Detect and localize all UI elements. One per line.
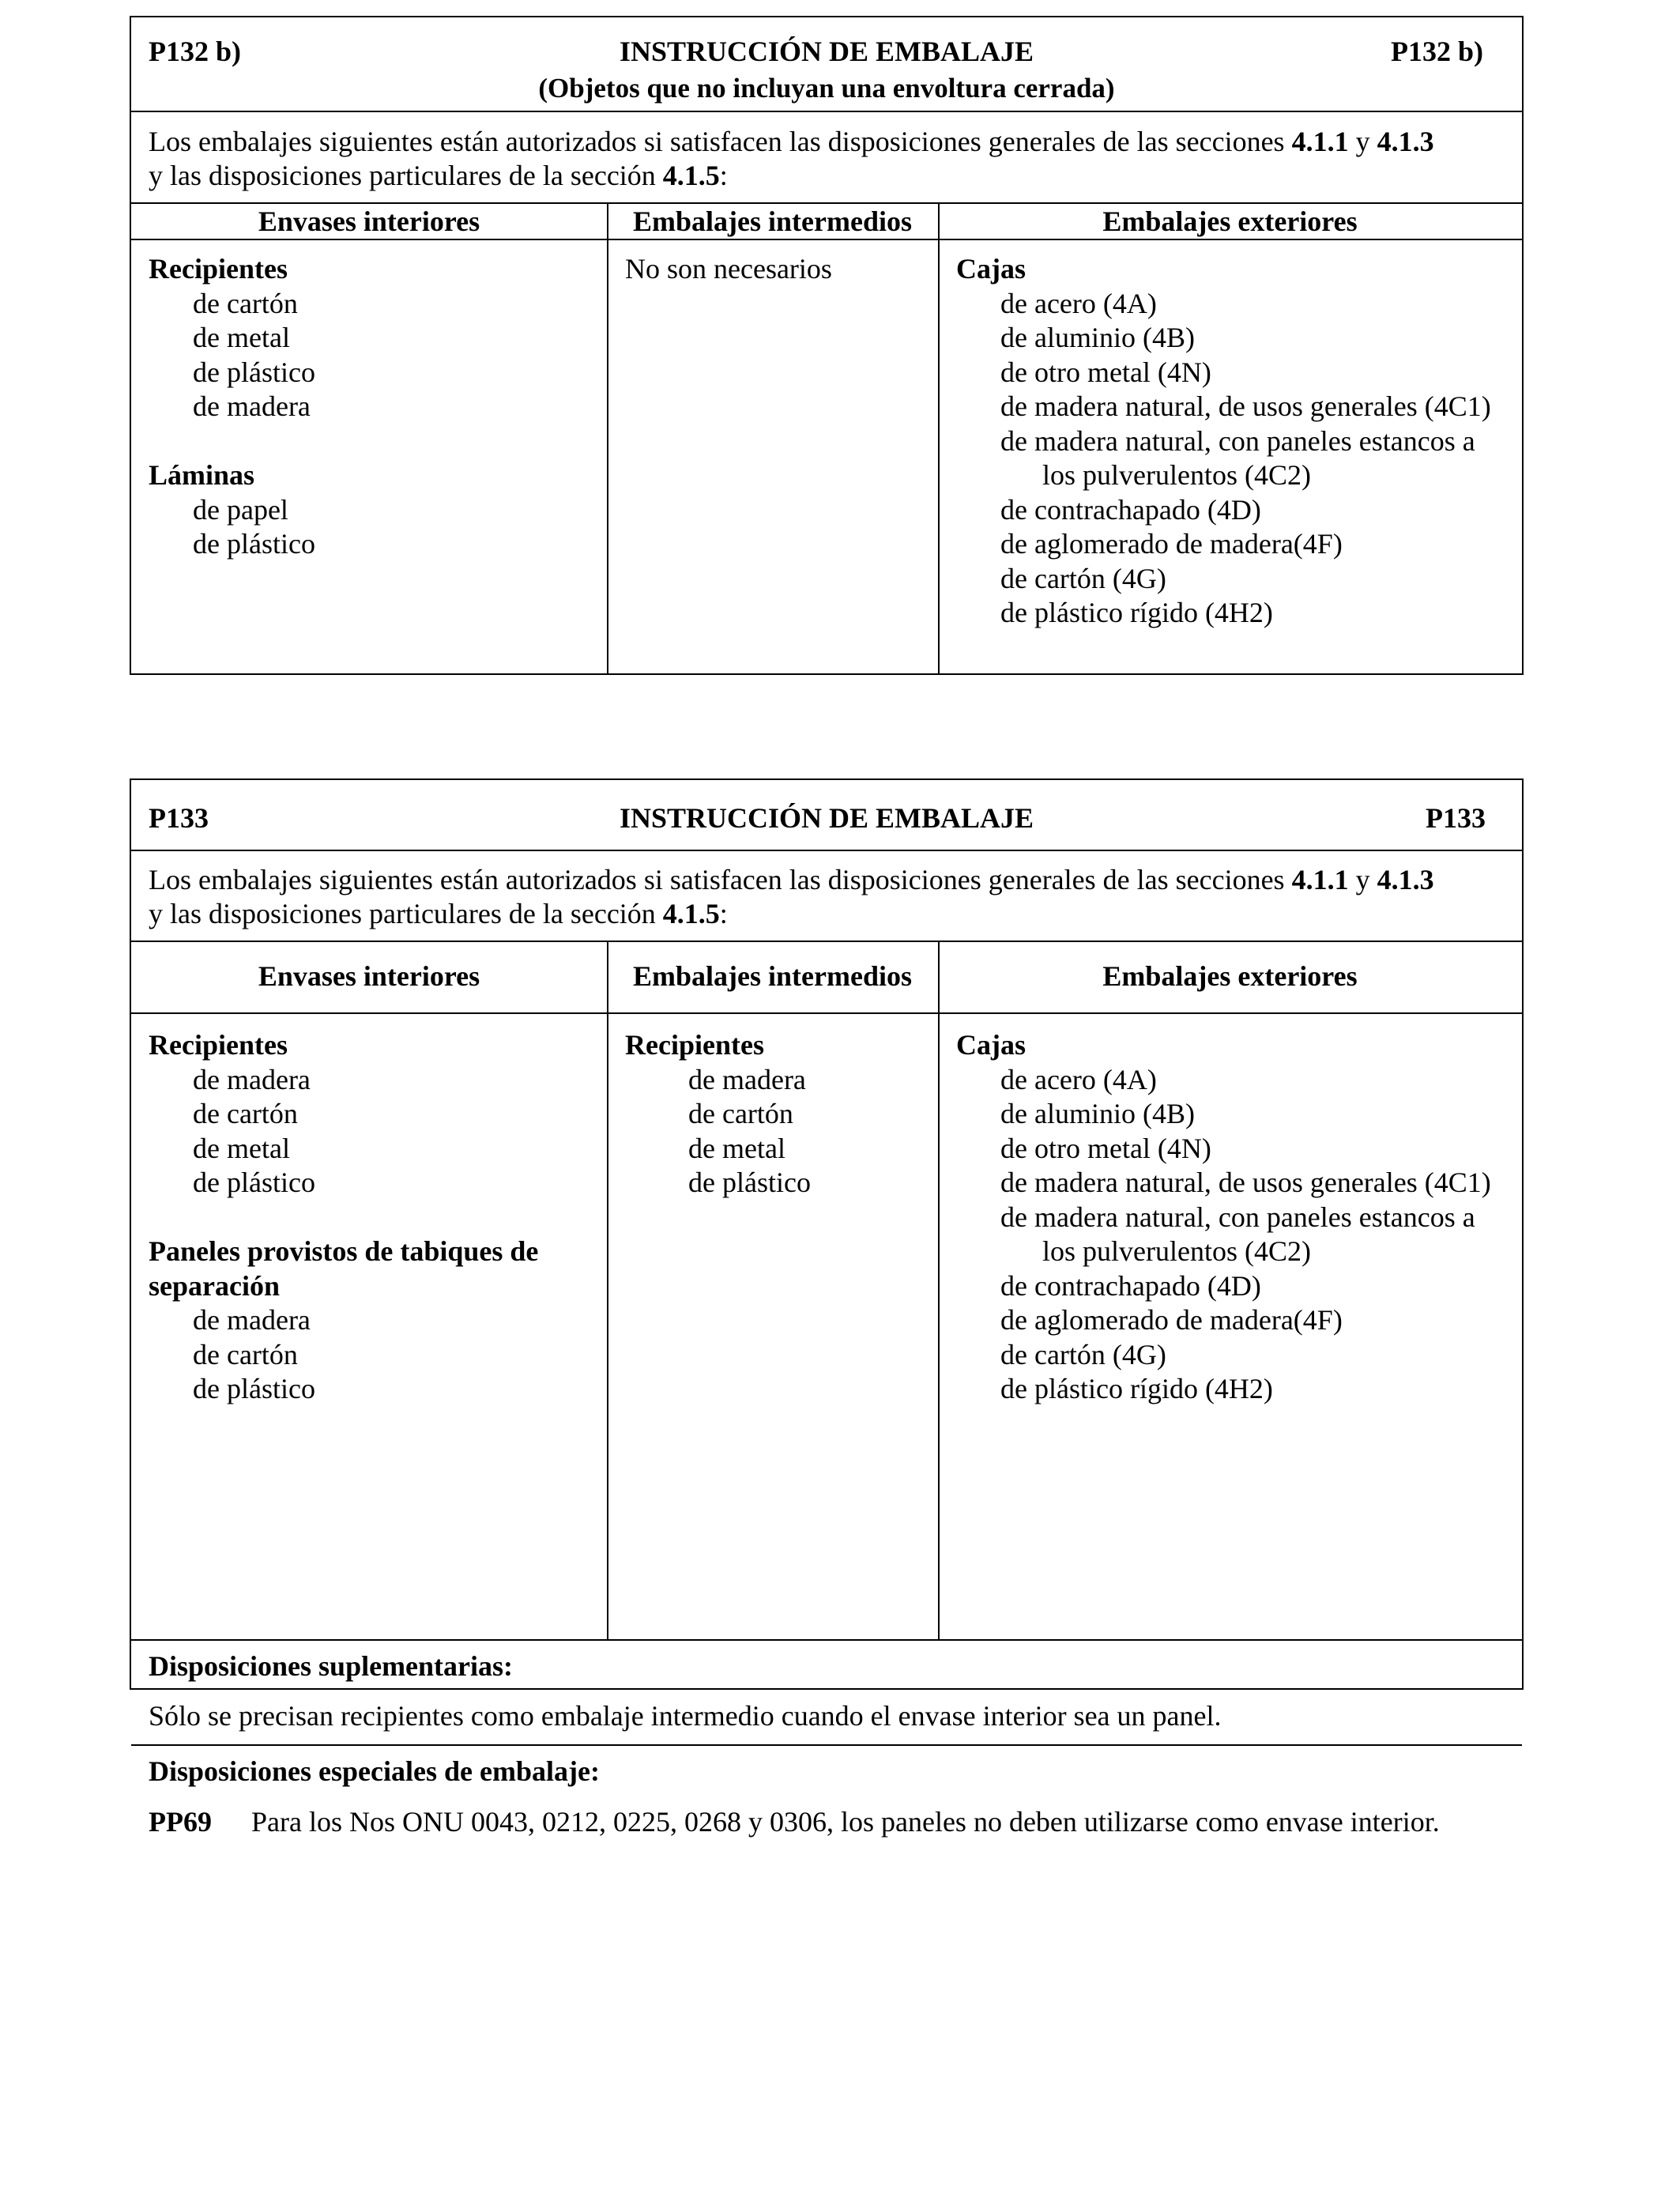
column-header-intermediate: Embalajes intermedios <box>633 960 912 992</box>
intro-text-line2 <box>149 159 728 193</box>
instruction-title: INSTRUCCIÓN DE EMBALAJE <box>619 802 1034 834</box>
list-item: de plástico <box>193 356 315 388</box>
column-header-outer: Embalajes exteriores <box>1102 960 1358 992</box>
intro-text-line1 <box>149 125 1434 159</box>
column-header-inner: Envases interiores <box>258 960 480 992</box>
column-header-outer: Embalajes exteriores <box>1102 205 1358 237</box>
outer-packaging-list <box>956 1028 1491 1407</box>
list-item: de madera <box>193 390 311 422</box>
list-item: de plástico <box>193 1373 315 1404</box>
list-item: los pulverulentos (4C2) <box>1042 459 1311 491</box>
list-item: de cartón (4G) <box>1000 562 1166 594</box>
list-item: de madera <box>193 1304 311 1336</box>
section-ref: 4.1.3 <box>1377 126 1434 157</box>
list-item: de cartón <box>193 1098 298 1129</box>
section-ref: 4.1.1 <box>1291 126 1349 157</box>
intro-text: y las disposiciones particulares de la sección <box>149 160 663 191</box>
intro-text: y las disposiciones particulares de la sección <box>149 898 663 929</box>
list-item: de aglomerado de madera(4F) <box>1000 528 1343 560</box>
intro-text: y <box>1348 126 1377 157</box>
list-item: de plástico rígido (4H2) <box>1000 597 1273 628</box>
column-divider <box>607 202 608 673</box>
group-title: Láminas <box>149 459 255 491</box>
list-item: de otro metal (4N) <box>1000 356 1211 388</box>
list-item: de madera natural, con paneles estancos a <box>1000 424 1475 457</box>
column-divider <box>938 202 940 673</box>
supplementary-title: Disposiciones suplementarias: <box>149 1650 514 1682</box>
divider <box>131 850 1522 851</box>
group-title: Recipientes <box>149 1029 288 1061</box>
intro-text: : <box>719 898 728 929</box>
list-item: de contrachapado (4D) <box>1000 493 1261 526</box>
divider <box>131 1012 1522 1014</box>
list-item: de madera <box>193 1063 311 1095</box>
code-left: P133 <box>149 802 209 834</box>
list-item: los pulverulentos (4C2) <box>1042 1235 1311 1267</box>
intro-text: Los embalajes siguientes están autorizados si satisfacen las disposiciones generales de las secciones <box>149 126 1292 157</box>
list-item: de cartón <box>193 1338 298 1370</box>
column-header-inner: Envases interiores <box>258 205 480 237</box>
list-item: de cartón (4G) <box>1000 1338 1166 1370</box>
list-item: de aluminio (4B) <box>1000 322 1195 353</box>
intermediate-packaging: No son necesarios <box>625 253 832 285</box>
section-ref: 4.1.5 <box>662 898 720 929</box>
special-title: Disposiciones especiales de embalaje: <box>149 1755 600 1787</box>
intro-text: y <box>1348 864 1377 895</box>
group-title: Paneles provistos de tabiques de <box>149 1235 539 1267</box>
intro-text: : <box>719 160 728 191</box>
column-divider <box>607 941 608 1639</box>
list-item: de cartón <box>193 287 298 319</box>
list-item: de plástico <box>193 1167 315 1198</box>
list-item: de aluminio (4B) <box>1000 1098 1195 1129</box>
group-title: Cajas <box>956 253 1026 285</box>
code-right: P132 b) <box>1391 36 1483 67</box>
group-title: Cajas <box>956 1029 1026 1061</box>
list-item: de metal <box>193 1132 290 1164</box>
list-item: de acero (4A) <box>1000 287 1157 319</box>
group-title: separación <box>149 1269 280 1302</box>
intro-text: Los embalajes siguientes están autorizados si satisfacen las disposiciones generales de las secciones <box>149 864 1292 895</box>
divider <box>131 202 1522 204</box>
supplementary-text: Sólo se precisan recipientes como embalaje intermedio cuando el envase interior sea un panel. <box>149 1700 1222 1732</box>
intro-text-line1 <box>149 863 1434 897</box>
section-ref: 4.1.5 <box>662 160 720 191</box>
list-item: de otro metal (4N) <box>1000 1132 1211 1164</box>
list-item: de metal <box>193 322 290 353</box>
divider <box>131 941 1522 942</box>
special-text: Para los Nos ONU 0043, 0212, 0225, 0268 y 0306, los paneles no deben utilizarse como envase interior. <box>251 1806 1440 1838</box>
divider <box>131 111 1522 112</box>
list-item: de contrachapado (4D) <box>1000 1269 1261 1302</box>
special-code: PP69 <box>149 1806 212 1838</box>
packing-instruction-p132b <box>130 16 1524 675</box>
code-left: P132 b) <box>149 36 241 67</box>
column-header-intermediate: Embalajes intermedios <box>633 205 912 237</box>
list-item: de madera natural, de usos generales (4C1) <box>1000 1167 1491 1198</box>
list-item: de madera <box>688 1063 806 1095</box>
column-divider <box>938 941 940 1639</box>
instruction-subtitle: (Objetos que no incluyan una envoltura cerrada) <box>538 73 1115 104</box>
section-ref: 4.1.1 <box>1291 864 1349 895</box>
instruction-title: INSTRUCCIÓN DE EMBALAJE <box>619 36 1034 67</box>
outer-packaging-list <box>956 252 1491 631</box>
divider <box>131 1639 1522 1641</box>
inner-packaging-list <box>149 1028 538 1407</box>
list-item: de papel <box>193 493 288 526</box>
list-item: de cartón <box>688 1098 793 1129</box>
list-item: de madera natural, de usos generales (4C1) <box>1000 390 1491 422</box>
group-title: Recipientes <box>149 253 288 285</box>
list-item: de madera natural, con paneles estancos a <box>1000 1201 1475 1233</box>
intermediate-packaging-list <box>625 1028 811 1201</box>
list-item: de acero (4A) <box>1000 1063 1157 1095</box>
inner-packaging-list <box>149 252 315 562</box>
divider <box>131 239 1522 240</box>
list-item: de plástico <box>193 528 315 560</box>
list-item: de plástico rígido (4H2) <box>1000 1373 1273 1404</box>
list-item: de metal <box>688 1132 785 1164</box>
group-title: Recipientes <box>625 1029 764 1061</box>
code-right: P133 <box>1426 802 1486 834</box>
packing-instruction-p133 <box>130 778 1524 1838</box>
section-ref: 4.1.3 <box>1377 864 1434 895</box>
intro-text-line2 <box>149 897 728 931</box>
divider <box>131 1744 1522 1746</box>
list-item: de plástico <box>688 1167 811 1198</box>
list-item: de aglomerado de madera(4F) <box>1000 1304 1343 1336</box>
